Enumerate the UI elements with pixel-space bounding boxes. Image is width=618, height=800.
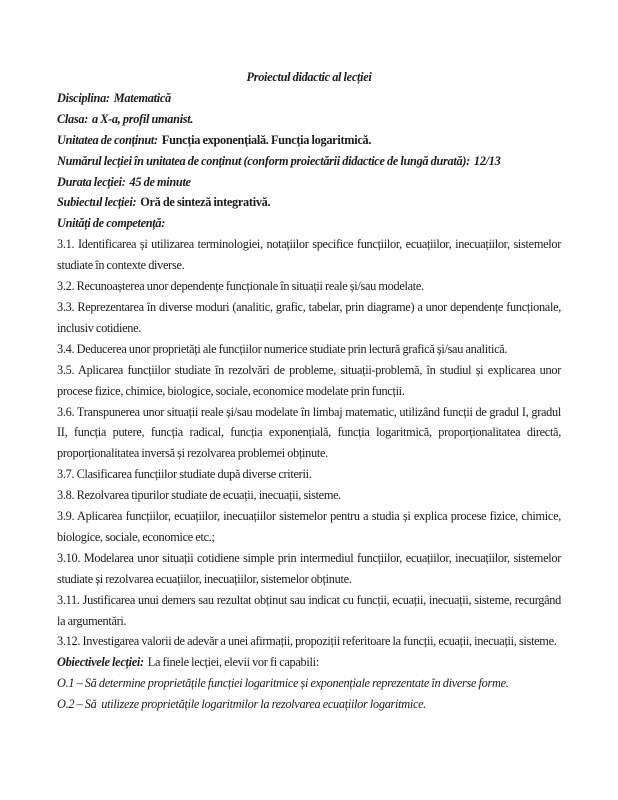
competency-item: 3.9. Aplicarea funcțiilor, ecuațiilor, inecuațiilor sistemelor pentru a studia și explica procese fizice, chimice, biologice, sociale, economice etc.; [57,509,561,544]
clasa-value: a X-a, profil umanist. [92,111,194,126]
objective-item: O.2 – Să utilizeze proprietățile logaritmilor la rezolvarea ecuațiilor logaritmice. [57,697,427,712]
unitatea-label: Unitatea de conținut: [57,132,158,147]
doc-title: Proiectul didactic al lecției [246,70,372,84]
unitatea-value: Funcția exponențială. Funcția logaritmică. [161,132,372,147]
objectives-intro-line [57,652,561,673]
numarul-value: 12/13 [473,153,501,168]
subiectul-value: Oră de sinteză integrativă. [140,195,271,210]
competency-item: 3.3. Reprezentarea în diverse moduri (analitic, grafic, tabelar, prin diagrame) a unor dependențe funcționale, inclusiv cotidiene. [57,299,561,335]
numarul-label: Numărul lecției în unitatea de conținut (conform proiectării didactice de lungă durată): [57,153,470,168]
meta-line-subiectul [57,192,561,213]
competency-list [57,234,561,652]
disciplina-label: Disciplina: [57,90,110,105]
competency-item: 3.6. Transpunerea unor situații reale și/sau modelate în limbaj matematic, utilizând funcții de gradul I, gradul II, funcția putere, funcția radical, funcția exponențială, funcția logaritmică, proporționalitatea directă, proporționalitatea inversă și rezolvarea problemei obținute. [57,404,561,461]
clasa-label: Clasa: [57,111,88,126]
disciplina-value: Matematică [113,90,171,105]
competency-item: 3.1. Identificarea și utilizarea terminologiei, notațiilor specifice funcțiilor, ecuațiilor, inecuațiilor, sistemelor studiate în contexte diverse. [57,237,561,273]
durata-colon: : [121,174,126,189]
objectives-label: Obiectivele lecției: [57,655,144,670]
meta-line-numarul [57,151,561,172]
competency-item: 3.8. Rezolvarea tipurilor studiate de ecuații, inecuații, sisteme. [57,488,342,503]
competency-item: 3.2. Recunoașterea unor dependențe funcționale în situații reale și/sau modelate. [57,279,424,294]
competency-item: 3.5. Aplicarea funcțiilor studiate în rezolvări de probleme, situații-problemă, în studiul și explicarea unor procese fizice, chimice, biologice, sociale, economice modelate prin funcții. [57,362,561,398]
competency-item: 3.10. Modelarea unor situații cotidiene simple prin intermediul funcțiilor, ecuațiilor, inecuațiilor, sistemelor studiate și rezolvarea ecuațiilor, inecuațiilor, sistemelor obținute. [57,550,561,586]
subiectul-label: Subiectul lecției: [57,195,137,210]
competency-item: 3.12. Investigarea valorii de adevăr a unei afirmații, propoziții referitoare la funcții, ecuații, inecuații, sisteme. [57,634,557,649]
meta-line-durata [57,172,561,193]
objective-item: O.1 – Să determine proprietățile funcției logaritmice și exponențiale reprezentate în diverse forme. [57,676,509,691]
meta-line-disciplina [57,88,561,109]
competency-item: 3.11. Justificarea unui demers sau rezultat obținut sau indicat cu funcții, ecuații, inecuații, sisteme, recurgând la argumentări. [57,592,561,628]
competency-item: 3.4. Deducerea unor proprietăți ale funcțiilor numerice studiate prin lectură grafică și/sau analitică. [57,341,508,356]
meta-line-clasa [57,109,561,130]
durata-value: 45 de minute [129,174,191,189]
objectives-intro: La finele lecției, elevii vor fi capabili: [147,655,319,670]
objective-list [57,673,561,715]
competencies-heading: Unități de competență: [57,216,166,231]
durata-label: Durata lecției [57,174,122,189]
competency-item: 3.7. Clasificarea funcțiilor studiate după diverse criterii. [57,467,312,482]
meta-line-unitatea [57,130,561,151]
